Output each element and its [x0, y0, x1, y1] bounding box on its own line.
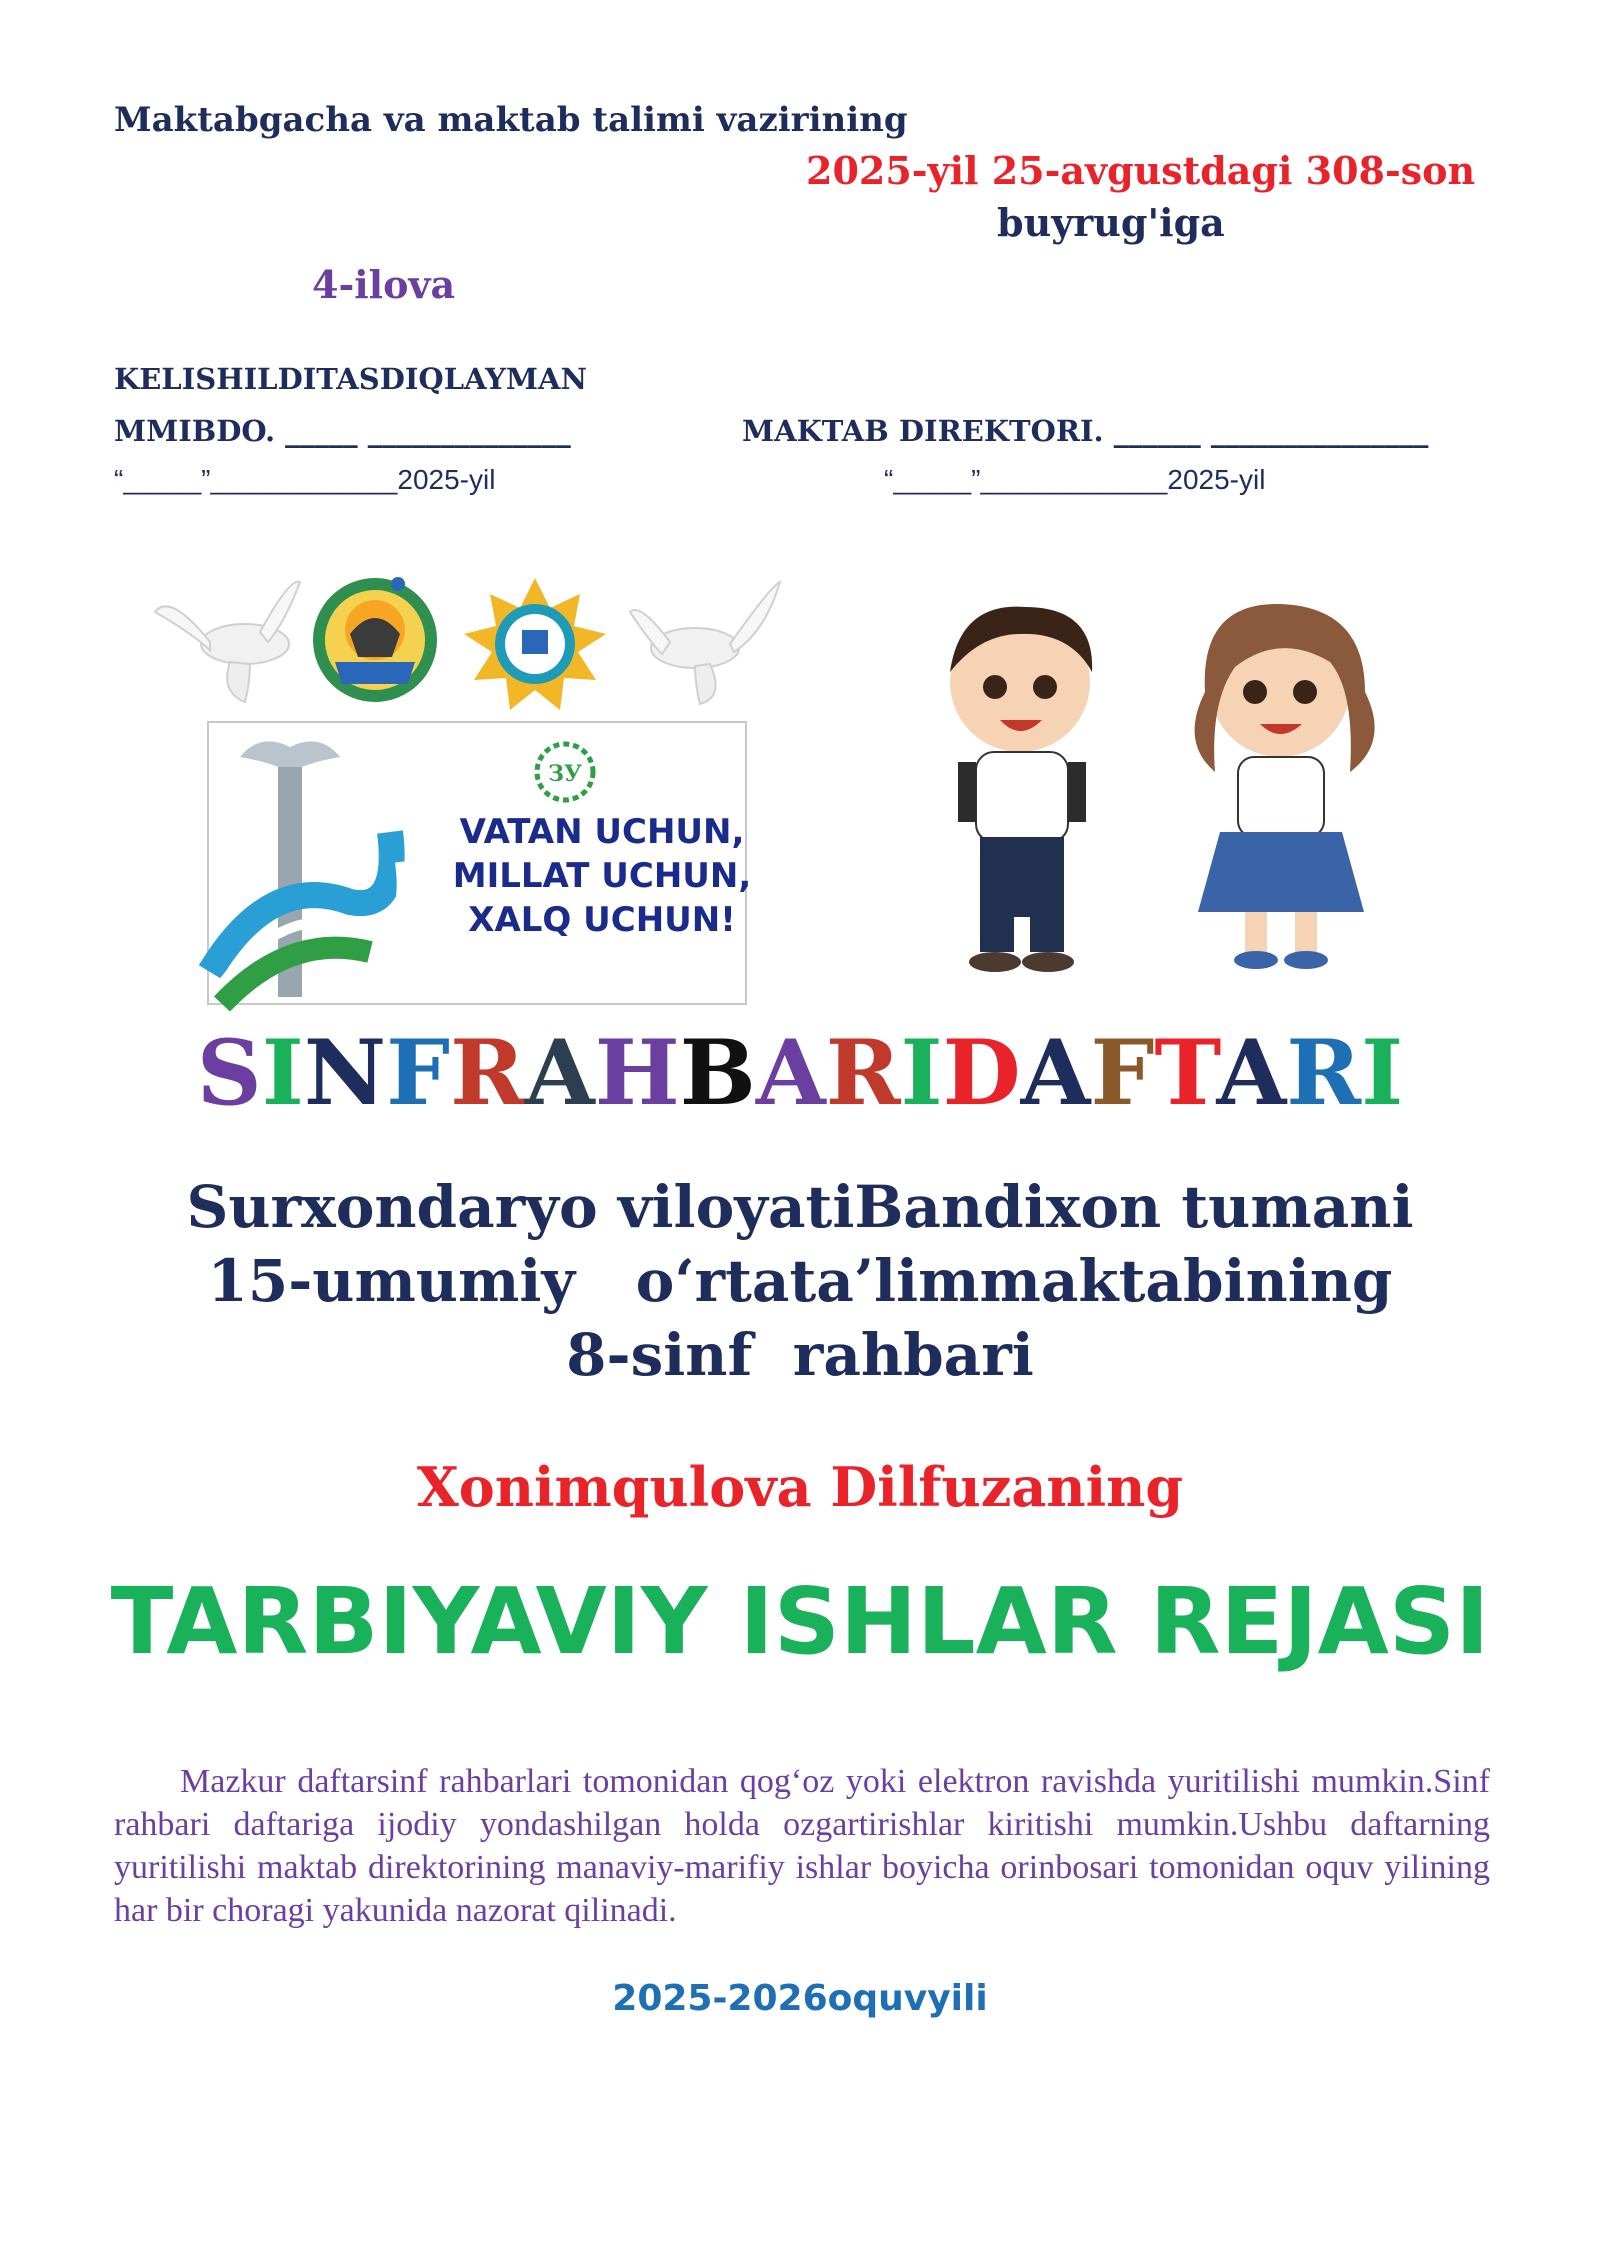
ministry-badge-icon [464, 578, 606, 710]
slogan-line-3: XALQ UCHUN! [468, 900, 736, 940]
title-letter: D [942, 1020, 1021, 1126]
notebook-title [0, 1020, 1600, 1126]
title-letter: A [1216, 1020, 1287, 1126]
description-paragraph: Mazkur daftarsinf rahbarlari tomonidan qog‘oz yoki elektron ravishda yuritilishi mumkin.Sinf rahbari daftariga ijodiy yondashilgan holda ozgartirishlar kiritishi mumkin.Ushbu daftarning yuritilishi maktab direktorining manaviy-marifiy ishlar boyicha orinbosari tomonidan oquv yilining har bir choragi yakunida nazorat qilinadi. [114, 1763, 1490, 1929]
approval-right-date: “_____”____________2025-yil [884, 464, 1266, 495]
school-line-class: 8-sinf rahbari [566, 1321, 1034, 1389]
teacher-name: Xonimqulova Dilfuzaning [416, 1455, 1184, 1519]
title-letter: F [386, 1020, 451, 1126]
approval-right-role: MAKTAB DIREKTORI. ______ _______________ [742, 414, 1429, 448]
title-letter: I [1361, 1020, 1404, 1126]
illustration-svg [150, 572, 1490, 1012]
school-line-region: Surxondaryo viloyatiBandixon tumani [186, 1173, 1414, 1241]
dove-right-icon [630, 582, 780, 704]
plan-title: TARBIYAVIY ISHLAR REJASI [110, 1568, 1490, 1675]
title-letter: T [1154, 1020, 1217, 1126]
approval-left-role: MMIBDO. _____ ______________ [114, 414, 571, 448]
title-letter: B [679, 1020, 756, 1126]
school-info [0, 1170, 1600, 1392]
title-letter: H [594, 1020, 680, 1126]
dove-left-icon [155, 582, 300, 702]
title-letter: R [450, 1020, 525, 1126]
title-letter: F [1090, 1020, 1155, 1126]
title-letter: A [755, 1020, 826, 1126]
header-line-order-date: 2025-yil 25-avgustdagi 308-son [806, 148, 1476, 193]
slogan-line-2: MILLAT UCHUN, [452, 856, 752, 896]
title-letter: N [303, 1020, 387, 1126]
title-letter: S [196, 1020, 262, 1126]
title-letter: R [1286, 1020, 1362, 1126]
title-letter: A [524, 1020, 595, 1126]
approval-left-date: “_____”____________2025-yil [114, 464, 496, 495]
wreath-monogram-icon: ЗУ [548, 761, 582, 787]
title-letter: R [825, 1020, 901, 1126]
header-line-ministry: Maktabgacha va maktab talimi vazirining [114, 100, 908, 140]
illustration-banner [150, 572, 1490, 1012]
school-line-school: 15-umumiy o‘rtata’limmaktabining [207, 1247, 1393, 1315]
title-letter: I [261, 1020, 304, 1126]
header-line-order: buyrug'iga [997, 200, 1225, 245]
slogan-text [432, 810, 772, 942]
slogan-line-1: VATAN UCHUN, [459, 812, 745, 852]
title-letter: A [1020, 1020, 1091, 1126]
cartoon-kids-icon [950, 604, 1375, 972]
approval-heading: KELISHILDITASDIQLAYMAN [114, 362, 587, 396]
academic-year: 2025-2026oquvyili [612, 1978, 988, 2019]
state-emblem-icon [313, 577, 437, 702]
title-letter: I [900, 1020, 943, 1126]
appendix-label: 4-ilova [312, 262, 456, 307]
